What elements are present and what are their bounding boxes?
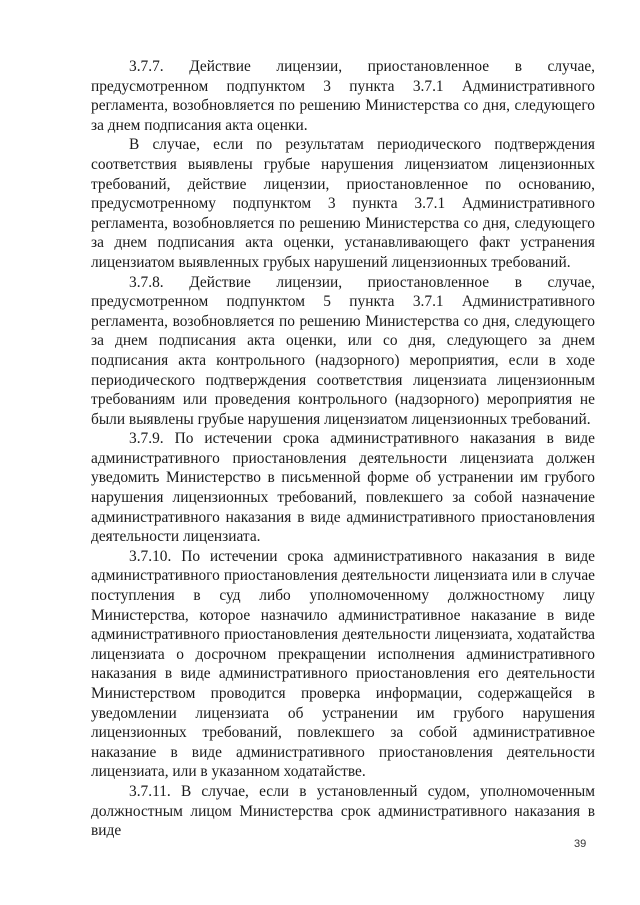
page-number: 39	[574, 838, 587, 850]
paragraph-3-7-10: 3.7.10. По истечении срока административного наказания в виде административного приостановления деятельности лицензиата или в случае поступления в суд либо уполномоченному должностному лицу Министерства, которое назначило административное наказание в виде административного приостановления деятельности лицензиата, ходатайства лицензиата о досрочном прекращении исполнения административного наказания в виде административного приостановления его деятельности Министерством проводится проверка информации, содержащейся в уведомлении лицензиата об устранении им грубого нарушения лицензионных требований, повлекшего за собой административное наказание в виде административного приостановления деятельности лицензиата, или в указанном ходатайстве.	[91, 547, 595, 781]
paragraph-3-7-8: 3.7.8. Действие лицензии, приостановленное в случае, предусмотренном подпунктом 5 пункта 3.7.1 Административного регламента, возобновляется по решению Министерства со дня, следующего за днем подписания акта оценки, или со дня, следующего за днем подписания акта контрольного (надзорного) мероприятия, если в ходе периодического подтверждения соответствия лицензиата лицензионным требованиям или проведения контрольного (надзорного) мероприятия не были выявлены грубые нарушения лицензиатом лицензионных требований.	[91, 273, 595, 428]
paragraph-3-7-9: 3.7.9. По истечении срока административного наказания в виде административного приостановления деятельности лицензиата должен уведомить Министерство в письменной форме об устранении им грубого нарушения лицензионных требований, повлекшего за собой назначение административного наказания в виде административного приостановления деятельности лицензиата.	[91, 430, 595, 546]
document-body	[91, 57, 595, 841]
paragraph-3-7-11: 3.7.11. В случае, если в установленный судом, уполномоченным должностным лицом Министерства срок административного наказания в виде	[91, 782, 595, 840]
paragraph-3-7-7: 3.7.7. Действие лицензии, приостановленное в случае, предусмотренном подпунктом 3 пункта 3.7.1 Административного регламента, возобновляется по решению Министерства со дня, следующего за днем подписания акта оценки.	[91, 58, 595, 134]
paragraph-3-7-7-continuation: В случае, если по результатам периодического подтверждения соответствия выявлены грубые нарушения лицензиатом лицензионных требований, действие лицензии, приостановленное по основанию, предусмотренному подпунктом 3 пункта 3.7.1 Административного регламента, возобновляется по решению Министерства со дня, следующего за днем подписания акта оценки, устанавливающего факт устранения лицензиатом выявленных грубых нарушений лицензионных требований.	[91, 136, 595, 271]
